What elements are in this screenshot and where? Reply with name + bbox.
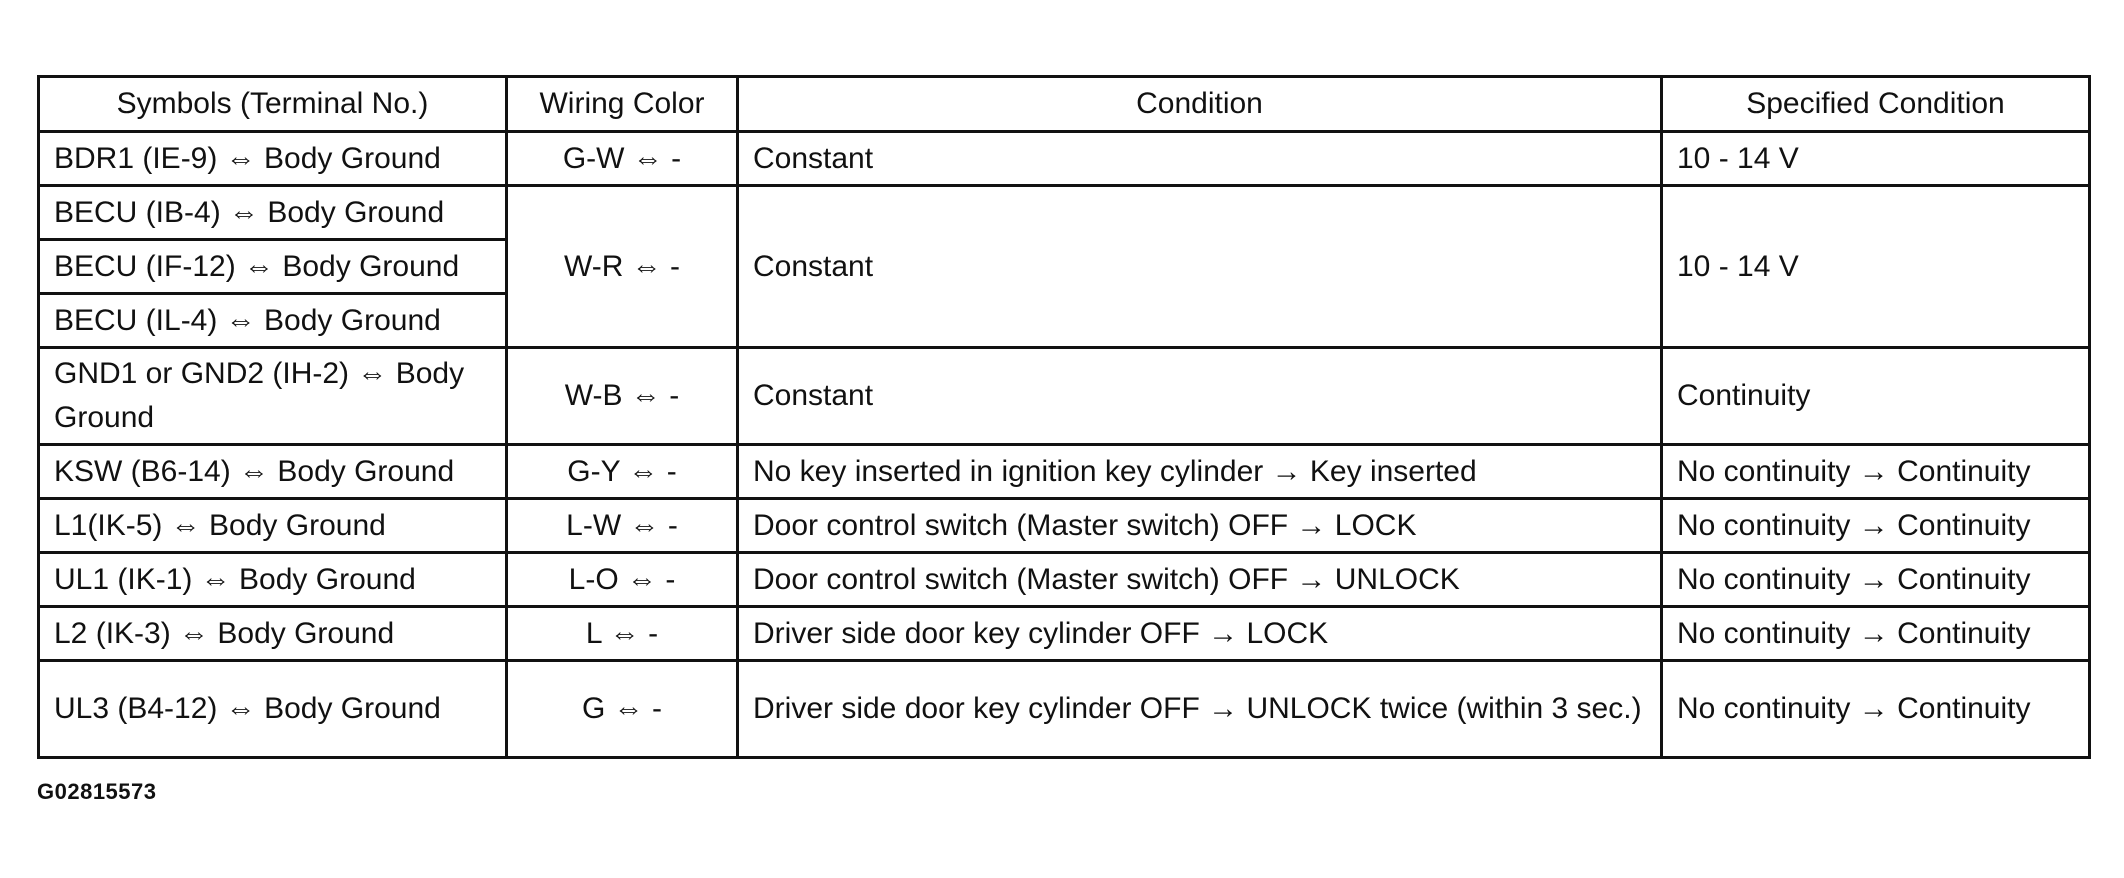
symbols-cell: L2 (IK-3) ⇔ Body Ground <box>39 607 507 661</box>
condition-cell: No key inserted in ignition key cylinder → Key inserted <box>738 445 1662 499</box>
condition-cell: Constant <box>738 348 1662 445</box>
condition-cell: Driver side door key cylinder OFF → UNLOCK twice (within 3 sec.) <box>738 661 1662 758</box>
figure-id: G02815573 <box>37 779 157 804</box>
specified-condition-cell: Continuity <box>1662 348 2090 445</box>
header-wiring-color: Wiring Color <box>507 77 738 132</box>
wiring-color-cell: L ⇔ - <box>507 607 738 661</box>
symbols-cell: UL1 (IK-1) ⇔ Body Ground <box>39 553 507 607</box>
terminal-spec-table <box>37 75 2091 759</box>
symbols-cell: L1(IK-5) ⇔ Body Ground <box>39 499 507 553</box>
condition-cell: Door control switch (Master switch) OFF → LOCK <box>738 499 1662 553</box>
specified-condition-cell: No continuity → Continuity <box>1662 607 2090 661</box>
header-specified-condition: Specified Condition <box>1662 77 2090 132</box>
wiring-color-cell: W-R ⇔ - <box>507 186 738 348</box>
specified-condition-cell: No continuity → Continuity <box>1662 445 2090 499</box>
table-row <box>39 661 2090 758</box>
wiring-color-cell: G-W ⇔ - <box>507 132 738 186</box>
specified-condition-cell: No continuity → Continuity <box>1662 661 2090 758</box>
table-row <box>39 445 2090 499</box>
specified-condition-cell: 10 - 14 V <box>1662 132 2090 186</box>
wiring-color-cell: L-O ⇔ - <box>507 553 738 607</box>
symbols-cell: KSW (B6-14) ⇔ Body Ground <box>39 445 507 499</box>
specified-condition-cell: No continuity → Continuity <box>1662 553 2090 607</box>
wiring-color-cell: L-W ⇔ - <box>507 499 738 553</box>
wiring-color-cell: G ⇔ - <box>507 661 738 758</box>
specified-condition-cell: No continuity → Continuity <box>1662 499 2090 553</box>
table-row <box>39 186 2090 240</box>
condition-cell: Constant <box>738 186 1662 348</box>
condition-cell: Door control switch (Master switch) OFF → UNLOCK <box>738 553 1662 607</box>
condition-cell: Constant <box>738 132 1662 186</box>
symbols-cell: BDR1 (IE-9) ⇔ Body Ground <box>39 132 507 186</box>
symbols-cell: UL3 (B4-12) ⇔ Body Ground <box>39 661 507 758</box>
table-row <box>39 553 2090 607</box>
symbols-cell: GND1 or GND2 (IH-2) ⇔ Body Ground <box>39 348 507 445</box>
table-row <box>39 607 2090 661</box>
header-row <box>39 77 2090 132</box>
header-symbols: Symbols (Terminal No.) <box>39 77 507 132</box>
table-row <box>39 348 2090 445</box>
symbols-cell: BECU (IL-4) ⇔ Body Ground <box>39 294 507 348</box>
table-row <box>39 132 2090 186</box>
symbols-cell: BECU (IB-4) ⇔ Body Ground <box>39 186 507 240</box>
wiring-color-cell: W-B ⇔ - <box>507 348 738 445</box>
header-condition: Condition <box>738 77 1662 132</box>
specified-condition-cell: 10 - 14 V <box>1662 186 2090 348</box>
table-row <box>39 499 2090 553</box>
wiring-color-cell: G-Y ⇔ - <box>507 445 738 499</box>
symbols-cell: BECU (IF-12) ⇔ Body Ground <box>39 240 507 294</box>
condition-cell: Driver side door key cylinder OFF → LOCK <box>738 607 1662 661</box>
